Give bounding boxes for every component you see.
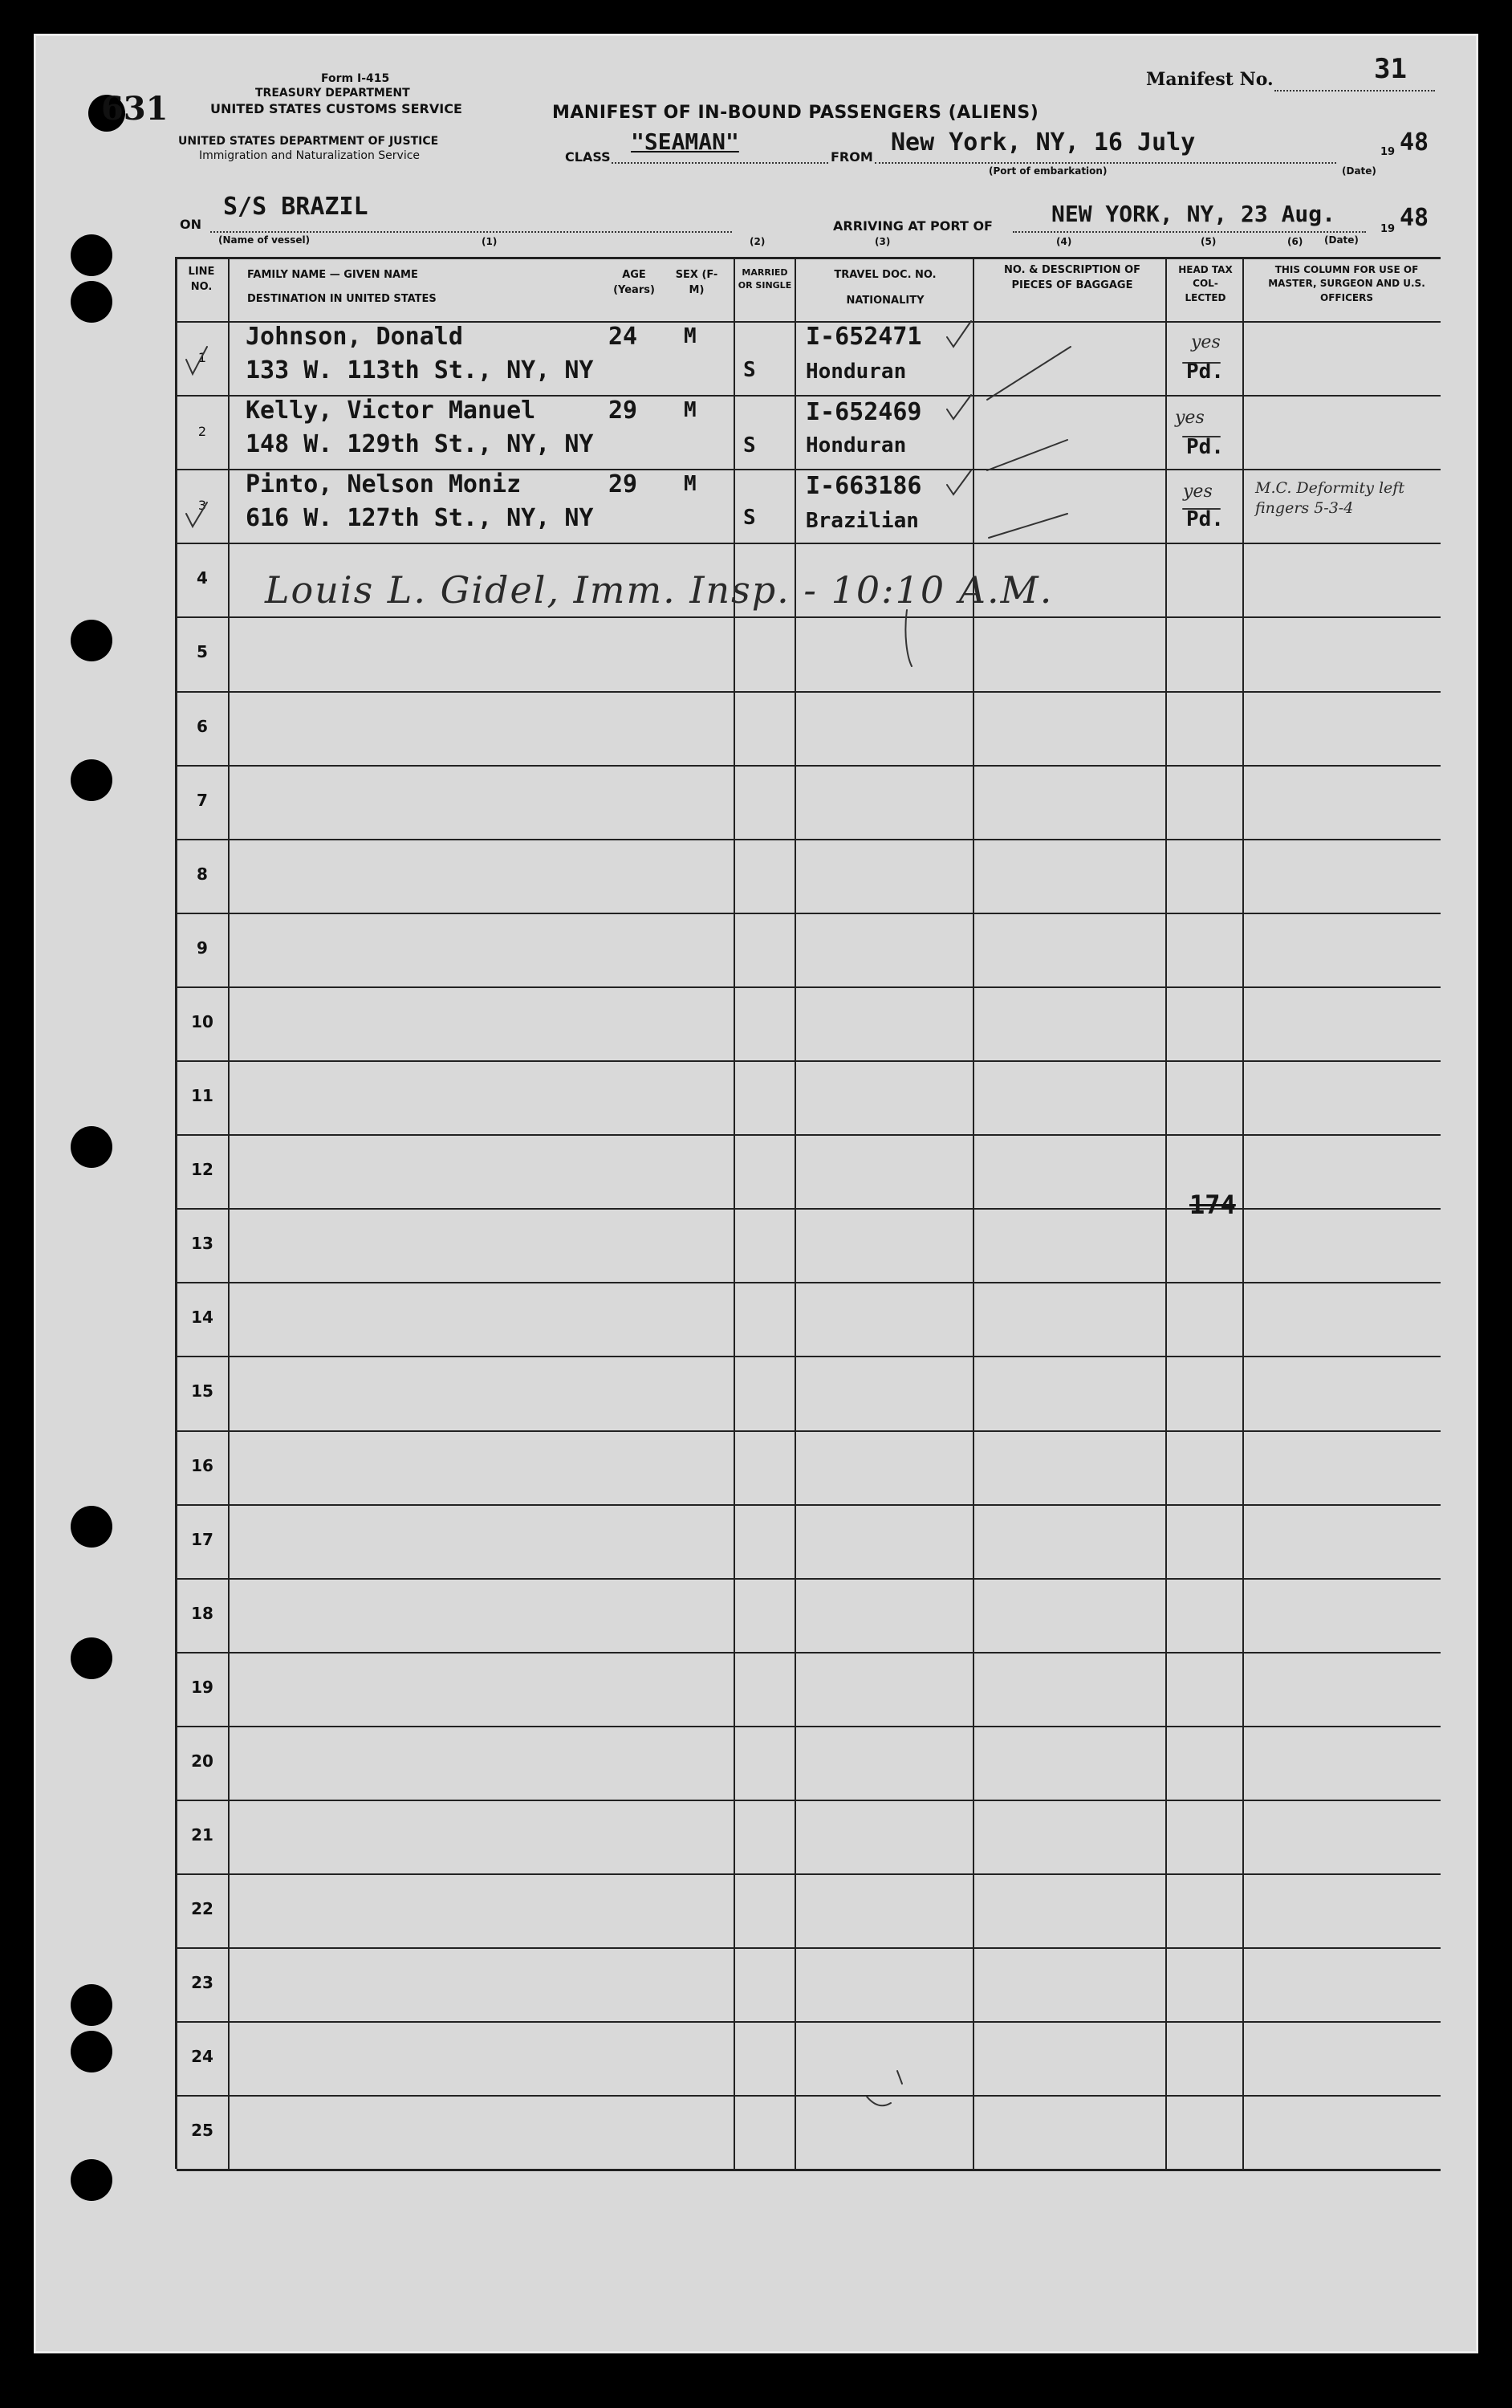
passenger-address: 616 W. 127th St., NY, NY	[246, 504, 594, 532]
header-travel-doc: TRAVEL DOC. NO.	[834, 269, 937, 281]
row-rule	[177, 691, 1441, 693]
col-mark-4: (4)	[1056, 236, 1072, 247]
line-number: 25	[191, 2121, 213, 2140]
row-rule	[177, 1282, 1441, 1283]
col-mark-5: (5)	[1201, 236, 1217, 247]
arriving-label: ARRIVING AT PORT OF	[833, 218, 993, 234]
manifest-no-underline	[1274, 90, 1435, 92]
inspector-signature: Louis L. Gidel, Imm. Insp. - 10:10 A.M.	[265, 568, 1054, 612]
line-number: 9	[197, 938, 208, 958]
line-number: 4	[197, 568, 208, 588]
row-rule	[177, 1356, 1441, 1357]
justice-dept: UNITED STATES DEPARTMENT OF JUSTICE	[178, 135, 439, 148]
row-rule	[177, 986, 1441, 988]
line-number: 17	[191, 1530, 213, 1549]
head-tax-paid: Pd.	[1186, 360, 1224, 384]
header-baggage: NO. & DESCRIPTION OF PIECES OF BAGGAGE	[1003, 264, 1140, 291]
table-top	[177, 257, 1441, 259]
class-label: CLASS	[565, 149, 611, 165]
header-head-tax: HEAD TAX COL-LECTED	[1178, 264, 1233, 303]
line-number: 8	[197, 864, 208, 884]
line-number: 10	[191, 1012, 213, 1031]
header-destination: DESTINATION IN UNITED STATES	[247, 293, 437, 305]
passenger-marital: S	[743, 433, 756, 458]
line-number: 1	[197, 350, 207, 365]
passenger-name: Pinto, Nelson Moniz	[246, 470, 522, 498]
year-2: 48	[1400, 204, 1429, 232]
row-rule	[177, 1726, 1441, 1727]
passenger-address: 148 W. 129th St., NY, NY	[246, 430, 594, 458]
tax-note: yes	[1175, 408, 1205, 428]
header-officers: THIS COLUMN FOR USE OF MASTER, SURGEON AND U.S. OFFICERS	[1268, 264, 1425, 303]
row-rule	[177, 1873, 1441, 1875]
row-rule	[177, 1578, 1441, 1580]
passenger-nationality: Honduran	[806, 433, 907, 458]
passenger-sex: M	[684, 472, 697, 496]
punch-hole	[71, 2159, 112, 2201]
on-label: ON	[180, 217, 201, 232]
line-number: 3	[197, 498, 207, 513]
passenger-doc-no: I-652469	[806, 398, 922, 426]
tax-note: yes	[1191, 332, 1221, 352]
class-value: "SEAMAN"	[631, 128, 739, 155]
passenger-sex: M	[684, 324, 697, 348]
passenger-marital: S	[743, 358, 756, 382]
from-underline	[875, 162, 1336, 164]
punch-hole	[71, 759, 112, 801]
line-number: 2	[197, 424, 207, 439]
line-number: 16	[191, 1456, 213, 1475]
page-title: MANIFEST OF IN-BOUND PASSENGERS (ALIENS)	[552, 103, 1039, 123]
passenger-address: 133 W. 113th St., NY, NY	[246, 356, 594, 384]
row-rule	[177, 1800, 1441, 1801]
year-prefix-2: 19	[1380, 223, 1396, 235]
row-rule	[177, 543, 1441, 544]
punch-hole	[71, 1506, 112, 1548]
header-line-no: LINE NO.	[188, 266, 215, 293]
row-rule	[177, 839, 1441, 840]
punch-hole	[71, 1637, 112, 1679]
line-number: 13	[191, 1234, 213, 1253]
passenger-nationality: Honduran	[806, 360, 907, 384]
passenger-name: Kelly, Victor Manuel	[246, 397, 536, 425]
row-rule	[177, 2095, 1441, 2097]
row-rule	[177, 765, 1441, 767]
row-rule	[177, 1208, 1441, 1210]
header-name: FAMILY NAME — GIVEN NAME	[247, 269, 418, 281]
manifest-no: 31	[1374, 53, 1407, 85]
from-label: FROM	[831, 149, 873, 165]
line-number: 23	[191, 1973, 213, 1992]
head-tax-paid: Pd.	[1186, 507, 1224, 531]
row-rule	[177, 1504, 1441, 1506]
passenger-nationality: Brazilian	[806, 509, 919, 533]
line-number: 14	[191, 1308, 213, 1327]
col-mark-3: (3)	[875, 236, 891, 247]
col-mark-1: (1)	[482, 236, 498, 247]
year-prefix-1: 19	[1380, 146, 1396, 158]
vessel-underline	[210, 231, 732, 233]
page-id: 631	[101, 90, 169, 128]
form-number: Form I-415	[321, 72, 390, 85]
row-rule	[177, 1652, 1441, 1653]
row-rule	[177, 913, 1441, 914]
line-number: 24	[191, 2047, 213, 2066]
table-bottom	[177, 2169, 1441, 2171]
class-underline	[612, 162, 828, 164]
passenger-age: 24	[608, 323, 638, 351]
line-number: 6	[197, 717, 208, 736]
row-rule	[177, 1430, 1441, 1432]
line-number: 18	[191, 1604, 213, 1623]
punch-hole	[71, 620, 112, 661]
arriving-underline	[1013, 231, 1366, 233]
col-mark-6: (6)	[1287, 236, 1303, 247]
line-number: 20	[191, 1751, 213, 1771]
passenger-age: 29	[608, 470, 638, 498]
line-number: 5	[197, 642, 208, 661]
ins-service: Immigration and Naturalization Service	[199, 149, 421, 162]
punch-hole	[71, 234, 112, 276]
date-label-2: (Date)	[1324, 234, 1359, 246]
passenger-age: 29	[608, 397, 638, 425]
head-tax-paid: Pd.	[1186, 435, 1224, 459]
line-number: 19	[191, 1678, 213, 1697]
passenger-doc-no: I-652471	[806, 323, 922, 351]
line-number: 11	[191, 1086, 213, 1105]
vessel-name: S/S BRAZIL	[223, 193, 368, 221]
officer-note: M.C. Deformity left fingers 5-3-4	[1255, 479, 1404, 517]
passenger-marital: S	[743, 506, 756, 530]
from-value: New York, NY, 16 July	[891, 128, 1196, 157]
row-rule	[177, 616, 1441, 618]
row-rule	[177, 1947, 1441, 1949]
header-age: AGE (Years)	[613, 269, 655, 296]
punch-hole	[71, 1984, 112, 2026]
header-marital: MARRIED OR SINGLE	[738, 267, 792, 291]
punch-hole	[71, 2031, 112, 2072]
line-number: 15	[191, 1381, 213, 1401]
punch-hole	[71, 281, 112, 323]
treasury-dept: TREASURY DEPARTMENT	[255, 87, 410, 100]
passenger-name: Johnson, Donald	[246, 323, 463, 351]
stamp-number: 174	[1189, 1190, 1236, 1220]
row-rule	[177, 1060, 1441, 1062]
row-rule	[177, 1134, 1441, 1136]
customs-service: UNITED STATES CUSTOMS SERVICE	[210, 101, 462, 116]
arriving-value: NEW YORK, NY, 23 Aug.	[1051, 201, 1336, 227]
passenger-sex: M	[684, 398, 697, 422]
header-sex: SEX (F-M)	[675, 269, 718, 296]
header-nationality: NATIONALITY	[846, 295, 925, 307]
vessel-label: (Name of vessel)	[218, 234, 311, 246]
line-number: 7	[197, 791, 208, 810]
year-1: 48	[1400, 128, 1429, 157]
line-number: 12	[191, 1160, 213, 1179]
port-embarkation-label: (Port of embarkation)	[989, 165, 1108, 177]
col-mark-2: (2)	[750, 236, 766, 247]
tax-note: yes	[1183, 482, 1213, 502]
passenger-doc-no: I-663186	[806, 472, 922, 500]
row-rule	[177, 2021, 1441, 2023]
line-number: 22	[191, 1899, 213, 1918]
punch-hole	[71, 1126, 112, 1168]
manifest-no-label: Manifest No.	[1146, 69, 1274, 90]
line-number: 21	[191, 1825, 213, 1845]
date-label-1: (Date)	[1342, 165, 1376, 177]
